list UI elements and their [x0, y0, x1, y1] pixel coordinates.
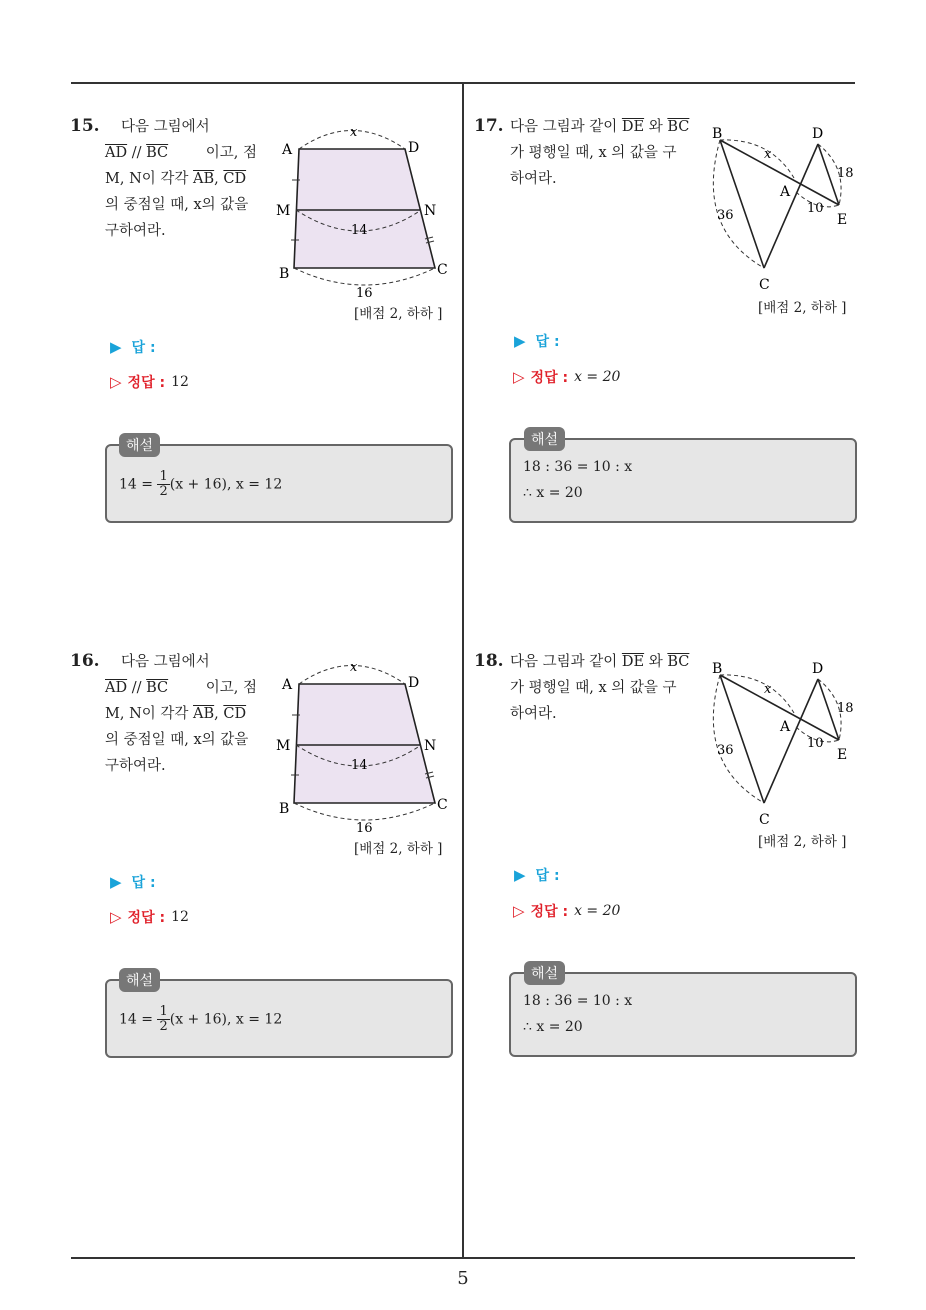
answer-row [110, 337, 156, 357]
label-c: C [437, 262, 448, 278]
problem-text-line3: 하여라. [510, 171, 557, 187]
answer-label: 답 : [535, 868, 560, 884]
correct-value: x = 20 [574, 903, 621, 919]
bowtie-triangle-figure [700, 653, 860, 833]
answer-label: 답 : [535, 334, 560, 350]
outline-triangle-icon: ▷ [110, 908, 122, 926]
label-b: B [712, 661, 723, 677]
label-mid-14: 14 [351, 223, 368, 238]
solution-tag: 해설 [524, 427, 565, 451]
problem-text-line2: 가 평행일 때, x 의 값을 구 [510, 680, 677, 696]
label-mid-14: 14 [351, 758, 368, 773]
answer-row [110, 872, 156, 892]
correct-answer-row [513, 901, 620, 921]
correct-value: x = 20 [574, 369, 621, 385]
problem-text-line1: 다음 그림에서 [121, 119, 210, 135]
problem-text [105, 649, 257, 779]
label-b: B [279, 801, 290, 817]
solution-line: 14 = $\frac{1}{2}$ (x + 16), x = 12 [119, 1004, 283, 1034]
outline-triangle-icon: ▷ [513, 368, 525, 386]
problem-number: 17. [474, 116, 504, 136]
correct-answer-row [110, 372, 189, 392]
trapezoid-fill [294, 149, 435, 268]
correct-label: 정답 : [530, 904, 569, 920]
problem-number: 18. [474, 651, 504, 671]
solution-tag: 해설 [119, 968, 160, 992]
solution-line-1: 18 : 36 = 10 : x [523, 993, 633, 1009]
label-x: x [764, 147, 772, 162]
problem-number: 16. [70, 651, 100, 671]
solution-line-2: ∴ x = 20 [523, 1019, 583, 1035]
correct-label: 정답 : [530, 370, 569, 386]
play-triangle-icon: ▶ [514, 332, 526, 350]
problem-text [510, 649, 695, 727]
bowtie-triangle-figure [700, 118, 860, 298]
correct-label: 정답 : [127, 910, 166, 926]
label-36: 36 [717, 743, 734, 758]
solution-line-1: 18 : 36 = 10 : x [523, 459, 633, 475]
label-bottom-16: 16 [356, 286, 373, 301]
score-note: [배점 2, 하하 ] [354, 306, 443, 322]
solution-box [509, 438, 857, 523]
solution-tag: 해설 [524, 961, 565, 985]
label-n: N [424, 203, 437, 219]
correct-label: 정답 : [127, 375, 166, 391]
label-36: 36 [717, 208, 734, 223]
label-c: C [759, 812, 770, 828]
label-bottom-16: 16 [356, 821, 373, 836]
label-a: A [282, 142, 293, 158]
correct-answer-row [513, 367, 620, 387]
label-d: D [408, 140, 420, 156]
score-note: [배점 2, 하하 ] [758, 300, 847, 316]
solution-box [509, 972, 857, 1057]
solution-line: 14 = $\frac{1}{2}$ (x + 16), x = 12 [119, 469, 283, 499]
answer-label: 답 : [131, 340, 156, 356]
trapezoid-figure [270, 122, 460, 302]
label-top-x: x [350, 660, 358, 675]
problem-text-line4: 의 중점일 때, x의 값을 [105, 732, 249, 748]
problem-text-line3: M, N이 각각 $\overline{AB}$, $\overline{CD}$ [105, 706, 247, 722]
problem-text [105, 114, 257, 244]
label-e: E [837, 212, 848, 228]
arc-bottom [294, 268, 435, 285]
score-note: [배점 2, 하하 ] [758, 834, 847, 850]
label-18: 18 [837, 166, 854, 181]
label-a: A [282, 677, 293, 693]
label-c: C [437, 797, 448, 813]
problem-text [510, 114, 695, 192]
problem-text-line2: $\overline{AD} // \overline{BC}$ 이고, 점 [105, 145, 257, 161]
label-e: E [837, 747, 848, 763]
solution-line-2: ∴ x = 20 [523, 485, 583, 501]
label-b: B [279, 266, 290, 282]
trapezoid-fill [294, 684, 435, 803]
label-a: A [780, 719, 791, 735]
outline-triangle-icon: ▷ [513, 902, 525, 920]
fraction: $\frac{1}{2}$ [159, 1004, 168, 1034]
answer-row [514, 865, 560, 885]
answer-label: 답 : [131, 875, 156, 891]
label-m: M [276, 738, 291, 754]
label-d: D [408, 675, 420, 691]
problem-text-line3: M, N이 각각 $\overline{AB}$, $\overline{CD}$ [105, 171, 247, 187]
label-a: A [780, 184, 791, 200]
problem-text-line1: 다음 그림과 같이 $\overline{DE}$ 와 $\overline{BC}$ [510, 654, 690, 670]
label-n: N [424, 738, 437, 754]
label-d: D [812, 126, 824, 142]
correct-value: 12 [171, 909, 189, 925]
score-note: [배점 2, 하하 ] [354, 841, 443, 857]
problem-text-line1: 다음 그림과 같이 $\overline{DE}$ 와 $\overline{BC}$ [510, 119, 690, 135]
correct-answer-row [110, 907, 189, 927]
play-triangle-icon: ▶ [110, 338, 122, 356]
label-d: D [812, 661, 824, 677]
problem-text-line5: 구하여라. [105, 758, 166, 774]
label-top-x: x [350, 125, 358, 140]
problem-text-line1: 다음 그림에서 [121, 654, 210, 670]
problem-text-line2: $\overline{AD} // \overline{BC}$ 이고, 점 [105, 680, 257, 696]
outline-triangle-icon: ▷ [110, 373, 122, 391]
label-b: B [712, 126, 723, 142]
label-m: M [276, 203, 291, 219]
play-triangle-icon: ▶ [110, 873, 122, 891]
arc-bottom [294, 803, 435, 820]
label-x: x [764, 682, 772, 697]
label-c: C [759, 277, 770, 293]
problem-text-line4: 의 중점일 때, x의 값을 [105, 197, 249, 213]
play-triangle-icon: ▶ [514, 866, 526, 884]
label-18: 18 [837, 701, 854, 716]
page-number: 5 [457, 1268, 469, 1289]
fraction: $\frac{1}{2}$ [159, 469, 168, 499]
problem-text-line2: 가 평행일 때, x 의 값을 구 [510, 145, 677, 161]
solution-tag: 해설 [119, 433, 160, 457]
trapezoid-figure [270, 657, 460, 837]
column-divider [462, 83, 464, 1258]
label-10: 10 [807, 736, 824, 751]
label-10: 10 [807, 201, 824, 216]
answer-row [514, 331, 560, 351]
problem-text-line3: 하여라. [510, 706, 557, 722]
correct-value: 12 [171, 374, 189, 390]
problem-number: 15. [70, 116, 100, 136]
problem-text-line5: 구하여라. [105, 223, 166, 239]
